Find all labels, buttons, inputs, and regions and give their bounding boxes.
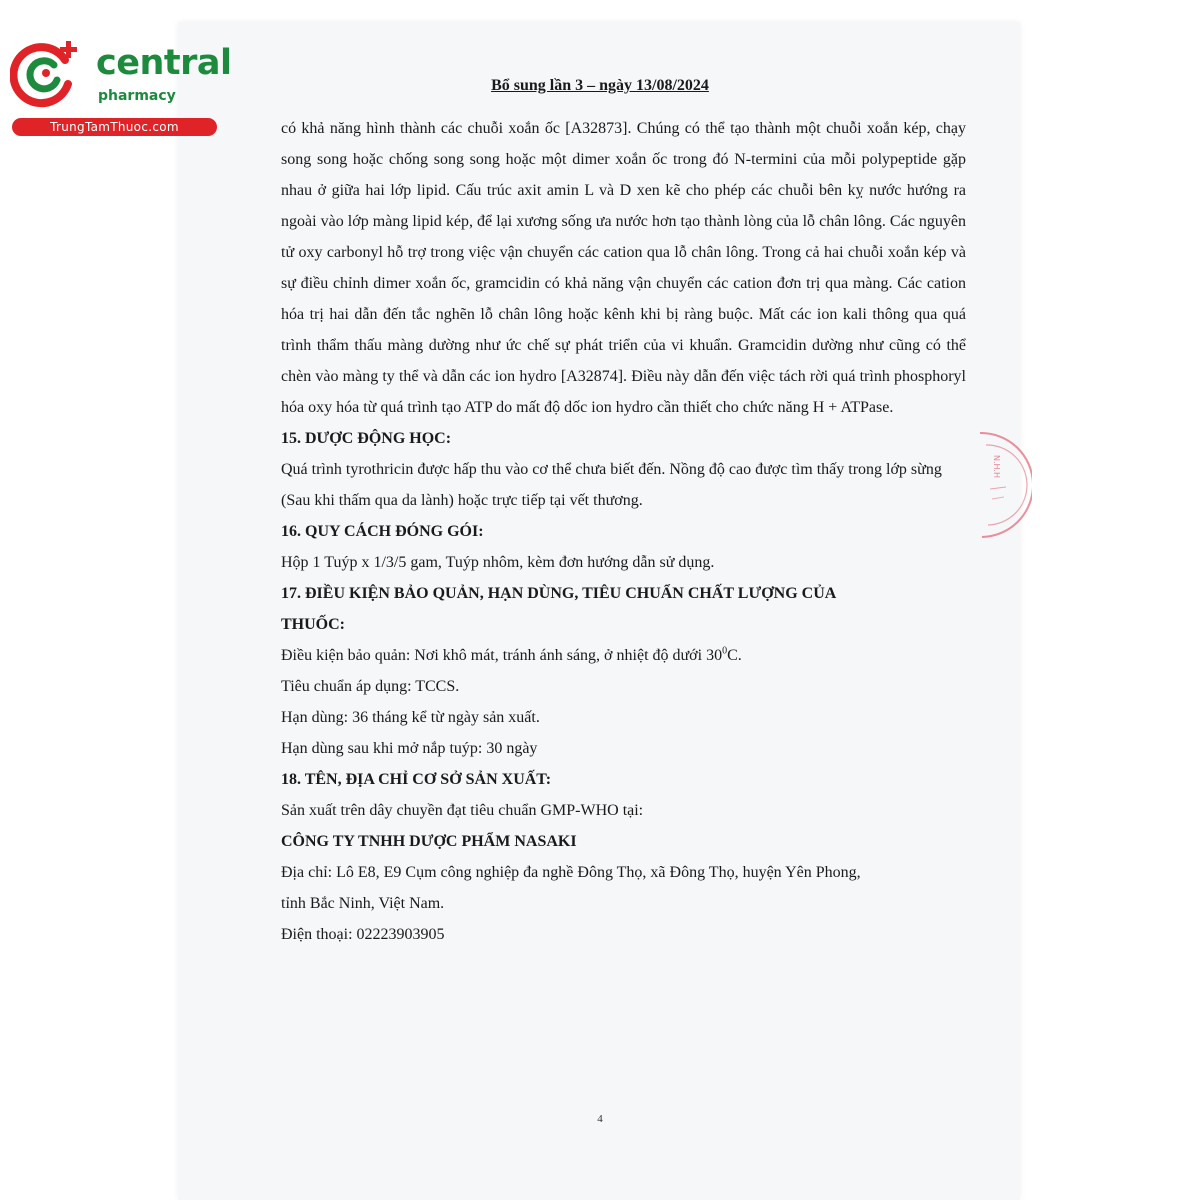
page-number: 4 [597,1113,603,1125]
shelf-life: Hạn dùng: 36 tháng kể từ ngày sản xuất. [281,709,540,726]
address-line-1: Địa chỉ: Lô E8, E9 Cụm công nghiệp đa nghề Đông Thọ, xã Đông Thọ, huyện Yên Phong, [281,864,861,881]
shelf-life-after-opening: Hạn dùng sau khi mở nắp tuýp: 30 ngày [281,740,538,757]
storage-text: Điều kiện bảo quản: Nơi khô mát, tránh ánh sáng, ở nhiệt độ dưới 30 [281,647,723,664]
address-line-2: tỉnh Bắc Ninh, Việt Nam. [281,895,445,912]
manufacturing-line: Sản xuất trên dây chuyền đạt tiêu chuẩn GMP-WHO tại: [281,802,644,819]
degree-superscript: 0 [722,645,728,657]
brand-url-badge: TrungTamThuoc.com [12,118,217,136]
intro-paragraph: có khả năng hình thành các chuỗi xoắn ốc [A32873]. Chúng có thể tạo thành một chuỗi xoắn kép, chạy song song hoặc chống song song hoặc một dimer xoắn ốc trong đó N-termini của mỗi polypeptide gặp nhau ở giữa hai lớp lipid. Cấu trúc axit amin L và D xen kẽ cho phép các chuỗi bên kỵ nước hướng ra ngoài vào lớp màng lipid kép, để lại xương sống ưa nước hơn tạo thành lòng của lỗ chân lông. Các nguyên tử oxy carbonyl hỗ trợ trong việc vận chuyển các cation qua lỗ chân lông. Trong cả hai chuỗi xoắn kép và sự điều chỉnh dimer xoắn ốc, gramcidin có khả năng vận chuyển các cation đơn trị qua màng. Các cation hóa trị hai dẫn đến tắc nghẽn lỗ chân lông hoặc kênh khi bị ràng buộc. Mất các ion kali thông qua quá trình thẩm thấu màng dường như ức chế sự phát triển của vi khuẩn. Gramcidin dường như cũng có thể chèn vào màng ty thể và dẫn các ion hydro [A32874]. Điều này dẫn đến việc tách rời quá trình phosphoryl hóa oxy hóa từ quá trình tạo ATP do mất độ dốc ion hydro cần thiết cho chức năng H + ATPase. [281,120,966,416]
section-18-title: 18. TÊN, ĐỊA CHỈ CƠ SỞ SẢN XUẤT: [281,771,552,788]
section-17-title-line1: 17. ĐIỀU KIỆN BẢO QUẢN, HẠN DÙNG, TIÊU CHUẨN CHẤT LƯỢNG CỦA [281,585,837,602]
pharmacy-cross-icon [10,38,80,108]
brand-subtitle: pharmacy [98,88,176,104]
quality-standard: Tiêu chuẩn áp dụng: TCCS. [281,678,460,695]
brand-name: central [96,43,232,83]
section-15-title: 15. DƯỢC ĐỘNG HỌC: [281,430,452,447]
document-content [281,113,966,950]
document-header: Bổ sung lần 3 – ngày 13/08/2024 [491,77,709,94]
storage-conditions [281,640,966,671]
section-17-title-line2: THUỐC: [281,616,345,633]
storage-unit: C. [727,647,742,664]
section-15-text: Quá trình tyrothricin được hấp thu vào cơ thể chưa biết đến. Nồng độ cao được tìm thấy trong lớp sừng (Sau khi thấm qua da lành) hoặc trực tiếp tại vết thương. [281,461,942,509]
section-16-text: Hộp 1 Tuýp x 1/3/5 gam, Tuýp nhôm, kèm đơn hướng dẫn sử dụng. [281,554,715,571]
phone-number: Điện thoại: 02223903905 [281,926,445,943]
stamp-text: N.H.H [992,455,1001,478]
company-name: CÔNG TY TNHH DƯỢC PHẨM NASAKI [281,833,577,850]
red-seal-stamp [972,425,1032,545]
section-16-title: 16. QUY CÁCH ĐÓNG GÓI: [281,523,484,540]
